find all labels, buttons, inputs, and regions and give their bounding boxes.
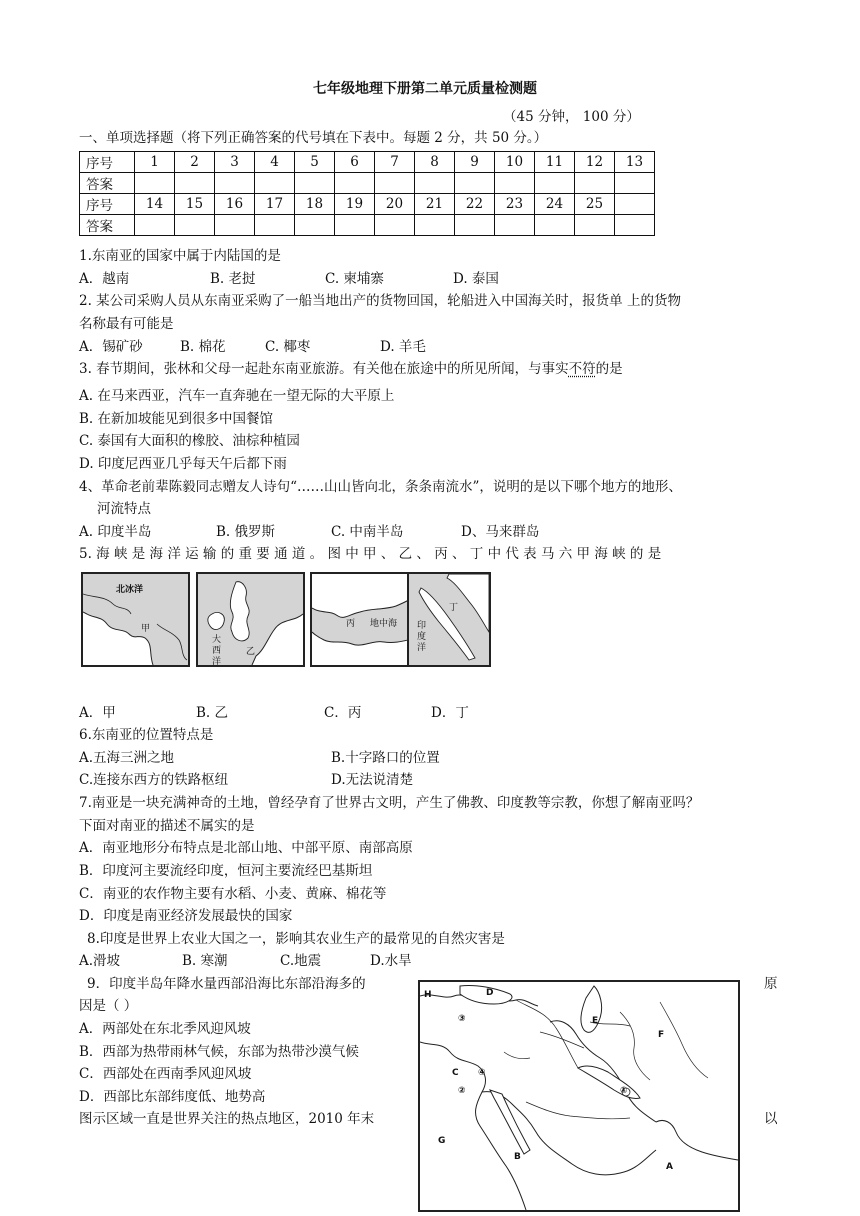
q3-text-end: 的是 — [595, 361, 623, 377]
table-cell: 17 — [255, 194, 295, 215]
answer-cell[interactable] — [615, 173, 655, 194]
option[interactable]: A. 在马来西亚，汽车一直奔驰在一望无际的大平原上 — [79, 388, 395, 404]
map-label: G — [438, 1136, 446, 1146]
table-cell: 15 — [175, 194, 215, 215]
table-cell: 4 — [255, 152, 295, 173]
map-label: E — [592, 1016, 599, 1026]
answer-cell[interactable] — [335, 215, 375, 236]
option[interactable]: A．南亚地形分布特点是北部山地、中部平原、南部高原 — [79, 840, 413, 856]
answer-cell[interactable] — [135, 215, 175, 236]
answer-cell[interactable] — [215, 173, 255, 194]
strait-map-jia — [81, 572, 190, 667]
map-label: 乙 — [246, 647, 256, 657]
option[interactable]: D. 泰国 — [453, 271, 499, 287]
strait-map-bing — [310, 572, 419, 667]
question-3 — [79, 360, 623, 378]
map-label: ② — [458, 1086, 466, 1096]
answer-cell[interactable] — [455, 173, 495, 194]
option[interactable]: B. 棉花 — [180, 339, 226, 355]
strait-map-ding — [407, 572, 491, 667]
option[interactable]: C. 中南半岛 — [331, 524, 404, 540]
table-cell: 13 — [615, 152, 655, 173]
answer-cell[interactable] — [575, 215, 615, 236]
option[interactable]: D.水旱 — [370, 953, 412, 969]
answer-cell[interactable] — [375, 215, 415, 236]
map-label: 地中海 — [370, 619, 398, 629]
table-cell: 7 — [375, 152, 415, 173]
answer-cell[interactable] — [615, 215, 655, 236]
page-subtitle: （45 分钟， 100 分） — [503, 109, 640, 125]
table-cell: 12 — [575, 152, 615, 173]
option[interactable]: A．锡矿砂 — [79, 339, 143, 355]
map-label: F — [658, 1030, 665, 1040]
map-label: 大 — [212, 635, 222, 645]
question-6: 6.东南亚的位置特点是 — [79, 727, 214, 743]
page-title: 七年级地理下册第二单元质量检测题 — [313, 81, 537, 97]
table-row — [80, 215, 655, 236]
option[interactable]: C.连接东西方的铁路枢纽 — [79, 772, 229, 788]
map-label: 丁 — [449, 603, 459, 613]
table-cell: 18 — [295, 194, 335, 215]
map-label: 印 — [417, 621, 427, 631]
answer-table — [79, 151, 655, 236]
row-label: 序号 — [80, 152, 135, 173]
answer-cell[interactable] — [455, 215, 495, 236]
table-cell: 21 — [415, 194, 455, 215]
map-label: A — [666, 1162, 673, 1172]
option[interactable]: D．西部比东部纬度低、地势高 — [79, 1089, 266, 1105]
question-8: 8.印度是世界上农业大国之一，影响其农业生产的最常见的自然灾害是 — [87, 931, 505, 947]
map-label: 北冰洋 — [116, 585, 144, 595]
table-cell: 20 — [375, 194, 415, 215]
table-cell: 11 — [535, 152, 575, 173]
map-label: 甲 — [141, 624, 151, 634]
map-label: 丙 — [346, 619, 356, 629]
map-label: 洋 — [212, 657, 222, 667]
table-cell — [615, 194, 655, 215]
map-label: D — [486, 988, 494, 998]
table-cell: 14 — [135, 194, 175, 215]
option[interactable]: C．南亚的农作物主要有水稻、小麦、黄麻、棉花等 — [79, 886, 387, 902]
map-label: 西 — [212, 646, 222, 656]
question-10-right: 以 — [764, 1111, 778, 1127]
middle-east-map — [418, 980, 740, 1212]
table-cell: 24 — [535, 194, 575, 215]
question-7-cont: 下面对南亚的描述不属实的是 — [79, 818, 255, 834]
option[interactable]: C. 柬埔寨 — [325, 271, 384, 287]
map-label: 度 — [417, 632, 427, 642]
option[interactable]: D. 羊毛 — [380, 339, 426, 355]
table-cell: 16 — [215, 194, 255, 215]
table-cell: 1 — [135, 152, 175, 173]
option[interactable]: A. 印度半岛 — [79, 524, 152, 540]
option[interactable]: C．西部处在西南季风迎风坡 — [79, 1066, 252, 1082]
option[interactable]: D．丁 — [431, 705, 469, 721]
option[interactable]: D．印度是南亚经济发展最快的国家 — [79, 908, 293, 924]
map-label: 洋 — [417, 643, 427, 653]
answer-cell[interactable] — [295, 173, 335, 194]
option[interactable]: A．两部处在东北季风迎风坡 — [79, 1021, 251, 1037]
answer-cell[interactable] — [375, 173, 415, 194]
option[interactable]: A.五海三洲之地 — [79, 750, 175, 766]
option[interactable]: D.无法说清楚 — [331, 772, 414, 788]
table-cell: 25 — [575, 194, 615, 215]
table-cell: 2 — [175, 152, 215, 173]
question-4-cont: 河流特点 — [97, 501, 151, 517]
option[interactable]: B. 乙 — [196, 705, 229, 721]
table-row — [80, 152, 655, 173]
option[interactable]: C. 泰国有大面积的橡胶、油棕种植园 — [79, 433, 300, 449]
answer-cell[interactable] — [135, 173, 175, 194]
map-label: B — [514, 1152, 521, 1162]
question-4: 4、革命老前辈陈毅同志赠友人诗句“……山山皆向北，条条南流水”，说明的是以下哪个地方的地形、 — [79, 479, 682, 495]
answer-cell[interactable] — [335, 173, 375, 194]
table-cell: 6 — [335, 152, 375, 173]
option[interactable]: B. 在新加坡能见到很多中国餐馆 — [79, 411, 274, 427]
row-label: 序号 — [80, 194, 135, 215]
map-label: H — [424, 990, 432, 1000]
option[interactable]: B．西部为热带雨林气候，东部为热带沙漠气候 — [79, 1044, 359, 1060]
question-10: 图示区域一直是世界关注的热点地区，2010 年末 — [79, 1111, 375, 1127]
question-2: 2. 某公司采购人员从东南亚采购了一船当地出产的货物回国，轮船进入中国海关时，报货单 上的货物 — [79, 293, 681, 309]
table-cell: 9 — [455, 152, 495, 173]
question-9: 9．印度半岛年降水量西部沿海比东部沿海多的 — [87, 976, 366, 992]
answer-cell[interactable] — [175, 173, 215, 194]
row-label: 答案 — [80, 215, 135, 236]
table-cell: 10 — [495, 152, 535, 173]
q3-emphasis: 不符 — [568, 361, 596, 377]
option[interactable]: B. 寒潮 — [182, 953, 228, 969]
table-row — [80, 173, 655, 194]
option[interactable]: B．印度河主要流经印度，恒河主要流经巴基斯坦 — [79, 863, 373, 879]
section-heading: 一、单项选择题（将下列正确答案的代号填在下表中。每题 2 分，共 50 分。） — [79, 130, 548, 146]
question-9-right: 原 — [764, 976, 778, 992]
table-cell: 22 — [455, 194, 495, 215]
option[interactable]: C. 椰枣 — [265, 339, 311, 355]
question-2-cont: 名称最有可能是 — [79, 316, 174, 332]
answer-cell[interactable] — [495, 215, 535, 236]
table-cell: 8 — [415, 152, 455, 173]
table-row — [80, 194, 655, 215]
answer-cell[interactable] — [175, 215, 215, 236]
question-1: 1.东南亚的国家中属于内陆国的是 — [79, 248, 281, 264]
option[interactable]: A．甲 — [79, 705, 116, 721]
option[interactable]: D. 印度尼西亚几乎每天午后都下雨 — [79, 456, 287, 472]
question-7: 7.南亚是一块充满神奇的土地，曾经孕育了世界古文明，产生了佛教、印度教等宗教，你想了解南亚吗？ — [79, 795, 700, 811]
option[interactable]: B.十字路口的位置 — [331, 750, 440, 766]
q3-text: 3. 春节期间，张林和父母一起赴东南亚旅游。有关他在旅途中的所见所闻，与事实 — [79, 361, 569, 377]
answer-cell[interactable] — [215, 215, 255, 236]
row-label: 答案 — [80, 173, 135, 194]
table-cell: 23 — [495, 194, 535, 215]
strait-map-yi — [196, 572, 305, 667]
table-cell: 3 — [215, 152, 255, 173]
answer-cell[interactable] — [415, 215, 455, 236]
option[interactable]: B. 俄罗斯 — [216, 524, 276, 540]
option[interactable]: A．越南 — [79, 271, 130, 287]
map-label: ③ — [458, 1014, 466, 1024]
option[interactable]: A.滑坡 — [79, 953, 121, 969]
answer-cell[interactable] — [575, 173, 615, 194]
answer-cell[interactable] — [415, 173, 455, 194]
answer-cell[interactable] — [535, 215, 575, 236]
answer-cell[interactable] — [495, 173, 535, 194]
option[interactable]: B. 老挝 — [210, 271, 256, 287]
option[interactable]: D、马来群岛 — [461, 524, 540, 540]
answer-cell[interactable] — [535, 173, 575, 194]
question-5: 5. 海 峡 是 海 洋 运 输 的 重 要 通 道 。 图 中 甲 、 乙 、 丙 、 丁 中 代 表 马 六 甲 海 峡 的 是 — [79, 546, 662, 562]
table-cell: 5 — [295, 152, 335, 173]
map-label: C — [452, 1068, 459, 1078]
answer-cell[interactable] — [255, 173, 295, 194]
option[interactable]: C．丙 — [324, 705, 362, 721]
answer-cell[interactable] — [255, 215, 295, 236]
option[interactable]: C.地震 — [280, 953, 322, 969]
map-label: ④ — [478, 1068, 486, 1078]
map-label: ① — [620, 1086, 628, 1096]
table-cell: 19 — [335, 194, 375, 215]
answer-cell[interactable] — [295, 215, 335, 236]
question-9-cont: 因是（ ） — [79, 998, 138, 1014]
